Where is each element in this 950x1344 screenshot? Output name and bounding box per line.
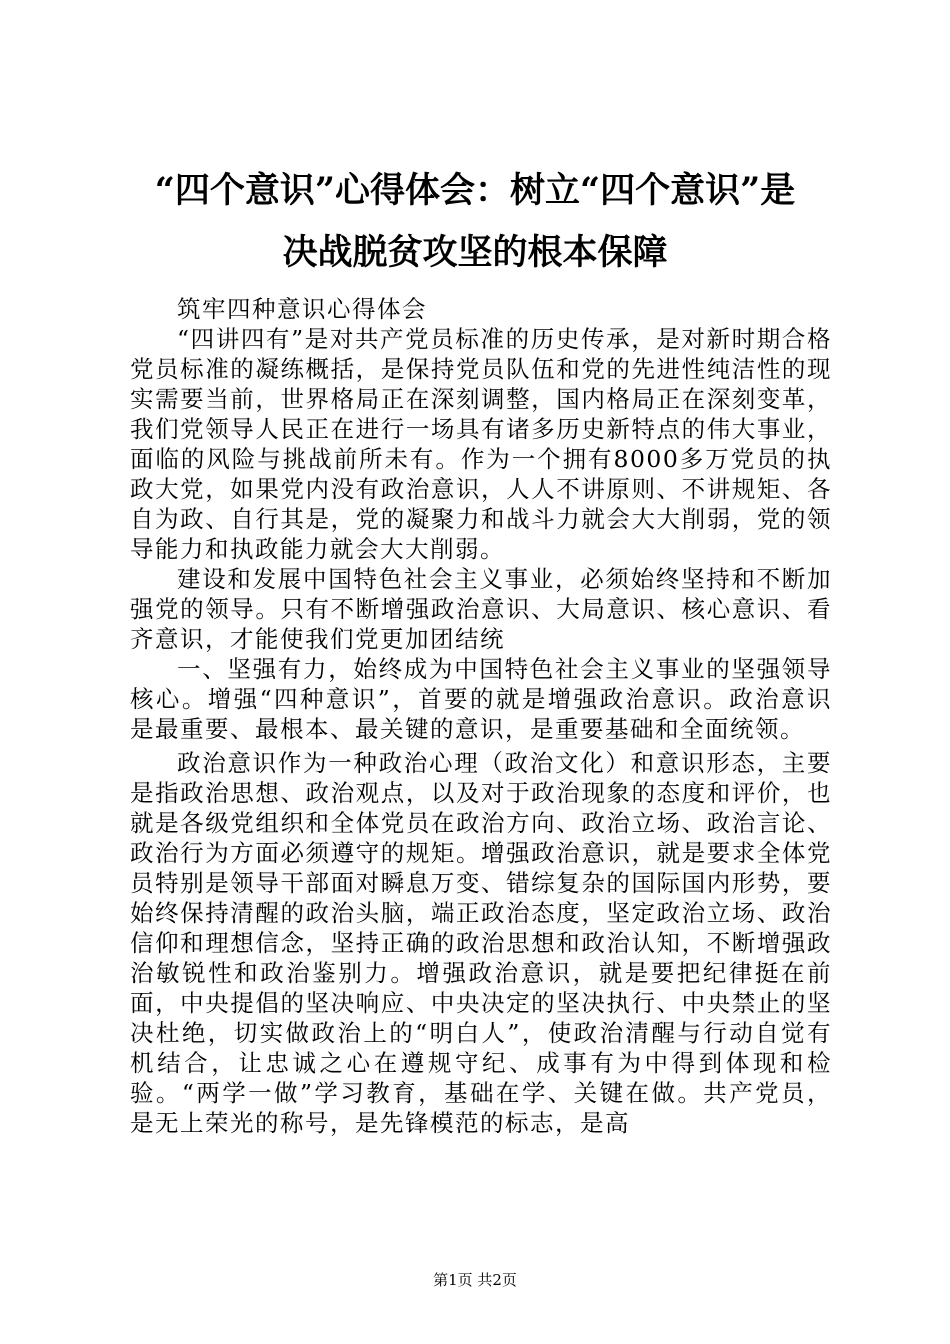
title-line-2: 决战脱贫攻坚的根本保障 bbox=[282, 232, 668, 273]
paragraph-subtitle: 筑牢四种意识心得体会 bbox=[177, 295, 427, 323]
document-body bbox=[130, 294, 832, 1138]
paragraph: 建设和发展中国特色社会主义事业，必须始终坚持和不断加强党的领导。只有不断增强政治意识、大局意识、核心意识、看齐意识，才能使我们党更加团结统 bbox=[130, 565, 832, 653]
paragraph: “四讲四有”是对共产党员标准的历史传承，是对新时期合格党员标准的凝练概括，是保持党员队伍和党的先进性纯洁性的现实需要当前，世界格局正在深刻调整，国内格局正在深刻变革，我们党领导人民正在进行一场具有诸多历史新特点的伟大事业，面临的风险与挑战前所未有。作为一个拥有8000多万党员的执政大党，如果党内没有政治意识，人人不讲原则、不讲规矩、各自为政、自行其是，党的凝聚力和战斗力就会大大削弱，党的领导能力和执政能力就会大大削弱。 bbox=[130, 325, 832, 563]
paragraph: 一、坚强有力，始终成为中国特色社会主义事业的坚强领导核心。增强“四种意识”，首要的就是增强政治意识。政治意识是最重要、最根本、最关键的意识，是重要基础和全面统领。 bbox=[130, 655, 832, 743]
paragraph: 政治意识作为一种政治心理（政治文化）和意识形态，主要是指政治思想、政治观点，以及对于政治现象的态度和评价，也就是各级党组织和全体党员在政治方向、政治立场、政治言论、政治行为方面必须遵守的规矩。增强政治意识，就是要求全体党员特别是领导干部面对瞬息万变、错综复杂的国际国内形势，要始终保持清醒的政治头脑，端正政治态度，坚定政治立场、政治信仰和理想信念，坚持正确的政治思想和政治认知，不断增强政治敏锐性和政治鉴别力。增强政治意识，就是要把纪律挺在前面，中央提倡的坚决响应、中央决定的坚决执行、中央禁止的坚决杜绝，切实做政治上的“明白人”，使政治清醒与行动自觉有机结合，让忠诚之心在遵规守纪、成事有为中得到体现和检验。“两学一做”学习教育，基础在学、关键在做。共产党员，是无上荣光的称号，是先锋模范的标志，是高 bbox=[130, 749, 832, 1137]
title-line-1: “四个意识”心得体会：树立“四个意识”是 bbox=[154, 170, 796, 211]
page-footer: 第1页 共2页 bbox=[433, 1271, 517, 1289]
document-title bbox=[120, 160, 830, 284]
